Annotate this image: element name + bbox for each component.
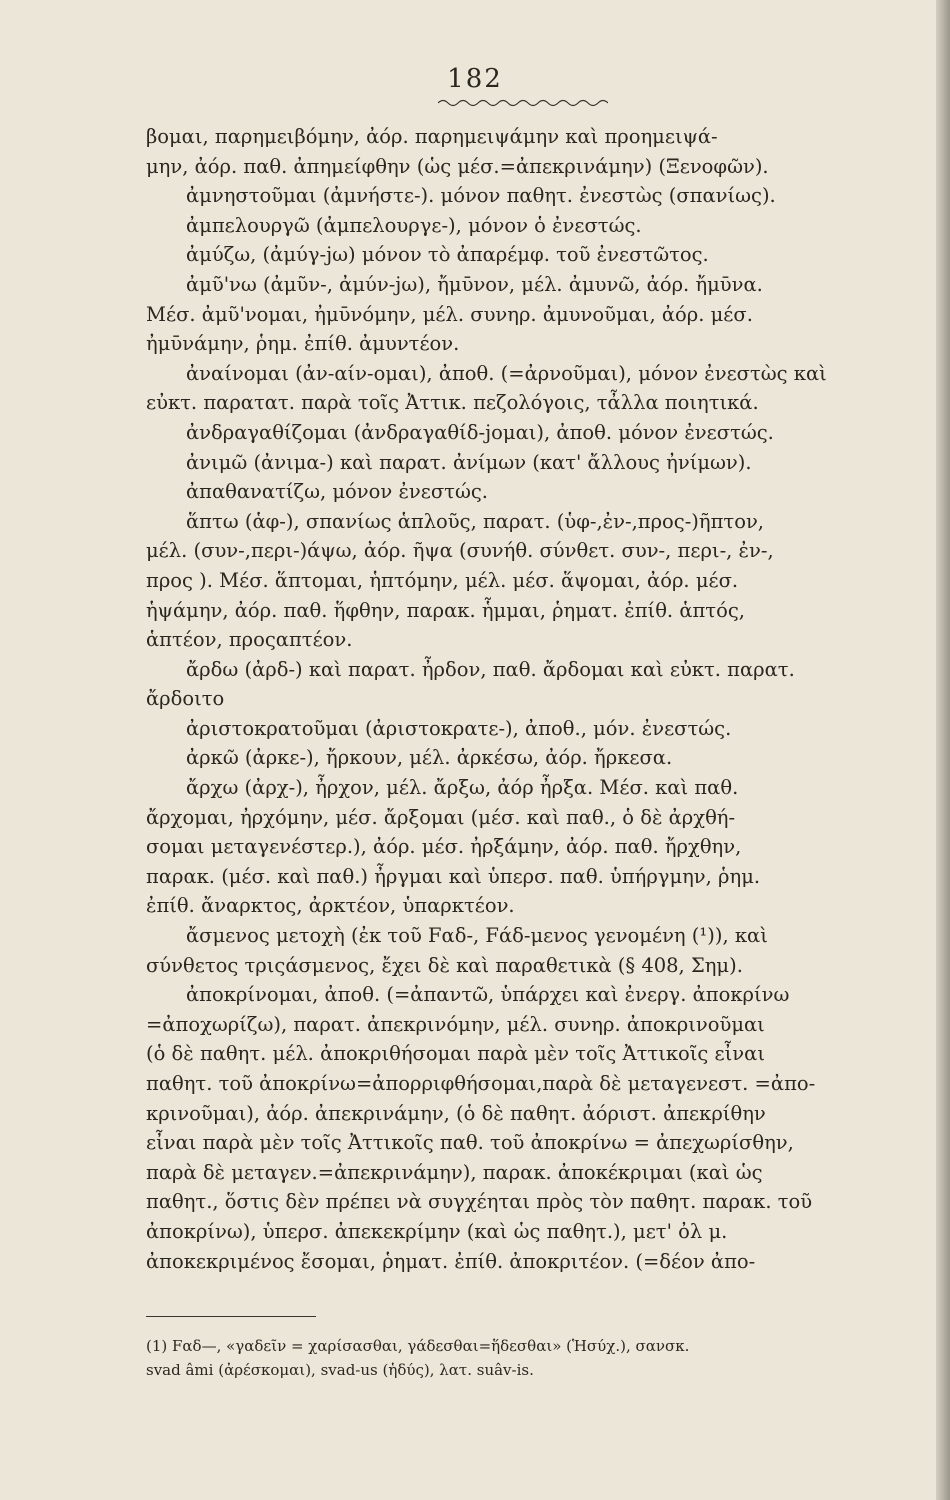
footnote-divider [146, 1316, 316, 1317]
footnote-line: (1) Fαδ—, «γαδεῖν = χαρίσασθαι, γάδεσθαι=ἥδεσθαι» (Ἡσύχ.), σανσκ. [146, 1337, 690, 1356]
text-line: ἄσμενος μετοχὴ (ἐκ τοῦ Fαδ-, Fάδ-μενος γενομένη (¹)), καὶ [186, 924, 768, 948]
text-line: ἡψάμην, ἀόρ. παθ. ἥφθην, παρακ. ἧμμαι, ῥηματ. ἐπίθ. ἁπτός, [146, 598, 745, 622]
text-line: παθητ., ὅστις δὲν πρέπει νὰ συγχέηται πρὸς τὸν παθητ. παρακ. τοῦ [146, 1190, 813, 1214]
text-line: ἁπτέον, προςαπτέον. [146, 628, 353, 652]
text-line: ἀπαθανατίζω, μόνον ἐνεστώς. [186, 480, 488, 504]
text-line: προς ). Μέσ. ἅπτομαι, ἡπτόμην, μέλ. μέσ. ἅψομαι, ἀόρ. μέσ. [146, 568, 739, 592]
text-line: ἀμῦ'νω (ἀμῦν-, ἀμύν-jω), ἤμῡνον, μέλ. ἀμυνῶ, ἀόρ. ἤμῡνα. [186, 272, 763, 296]
text-line: ἀναίνομαι (ἀν-αίν-ομαι), ἀποθ. (=ἀρνοῦμαι), μόνον ἐνεστὼς καὶ [186, 361, 827, 385]
page-number: 182 [447, 64, 503, 94]
text-line: ἄρχομαι, ἠρχόμην, μέσ. ἄρξομαι (μέσ. καὶ παθ., ὁ δὲ ἀρχθή- [146, 805, 736, 829]
text-line: μέλ. (συν-,περι-)άψω, ἀόρ. ῆψα (συνήθ. σύνθετ. συν-, περι-, ἐν-, [146, 539, 774, 563]
text-line: ἄρδω (ἀρδ-) καὶ παρατ. ἦρδον, παθ. ἄρδομαι καὶ εὐκτ. παρατ. [186, 657, 795, 681]
body-text [146, 122, 884, 1276]
text-line: ἠμῡνάμην, ῥημ. ἐπίθ. ἀμυντέον. [146, 332, 460, 356]
text-line: βομαι, παρημειβόμην, ἀόρ. παρημειψάμην καὶ προημειψά- [146, 125, 718, 148]
text-line: ἀμνηστοῦμαι (ἀμνήστε-). μόνον παθητ. ἐνεστὼς (σπανίως). [186, 184, 776, 208]
text-line: σομαι μεταγενέστερ.), ἀόρ. μέσ. ἠρξάμην, ἀόρ. παθ. ἤρχθην, [146, 835, 742, 859]
text-line: ἀνιμῶ (ἀνιμα-) καὶ παρατ. ἀνίμων (κατ' ἄλλους ἠνίμων). [186, 450, 752, 474]
page-edge-shadow [936, 0, 950, 1500]
text-line: =ἀποχωρίζω), παρατ. ἀπεκρινόμην, μέλ. συνηρ. ἀποκρινοῦμαι [146, 1012, 765, 1036]
text-line: ἀποκρίνομαι, ἀποθ. (=ἀπαντῶ, ὑπάρχει καὶ ἐνεργ. ἀποκρίνω [186, 983, 790, 1007]
text-line: ἐπίθ. ἄναρκτος, ἀρκτέον, ὑπαρκτέον. [146, 894, 515, 918]
text-line: ἄρδοιτο [146, 687, 225, 711]
footnote-line: svad âmi (ἀρέσκομαι), svad-us (ἡδύς), λατ. suâv-is. [146, 1361, 534, 1380]
text-line: ἀριστοκρατοῦμαι (ἀριστοκρατε-), ἀποθ., μόν. ἐνεστώς. [186, 716, 732, 740]
text-line: ἀποκεκριμένος ἔσομαι, ῥηματ. ἐπίθ. ἀποκριτέον. (=δέον ἀπο- [146, 1249, 756, 1273]
text-line: κρινοῦμαι), ἀόρ. ἀπεκρινάμην, (ὁ δὲ παθητ. ἀόριστ. ἀπεκρίθην [146, 1101, 766, 1125]
text-line: ἀποκρίνω), ὑπερσ. ἀπεκεκρίμην (καὶ ὡς παθητ.), μετ' ὀλ μ. [146, 1219, 728, 1243]
text-line: ἀνδραγαθίζομαι (ἀνδραγαθίδ-jομαι), ἀποθ. μόνον ἐνεστώς. [186, 420, 774, 444]
text-line: παρὰ δὲ μεταγεν.=ἀπεκρινάμην), παρακ. ἀποκέκριμαι (καὶ ὡς [146, 1160, 763, 1184]
text-line: μην, ἀόρ. παθ. ἀπημείφθην (ὡς μέσ.=ἀπεκρινάμην) (Ξενοφῶν). [146, 154, 769, 178]
text-line: (ὁ δὲ παθητ. μέλ. ἀποκριθήσομαι παρὰ μὲν τοῖς Ἀττικοῖς εἶναι [146, 1042, 765, 1066]
text-line: εἶναι παρὰ μὲν τοῖς Ἀττικοῖς παθ. τοῦ ἀποκρίνω = ἀπεχωρίσθην, [146, 1131, 794, 1155]
text-line: παθητ. τοῦ ἀποκρίνω=ἀπορριφθήσομαι,παρὰ δὲ μεταγενεστ. =ἀπο- [146, 1072, 816, 1095]
text-line: ἅπτω (ἁφ-), σπανίως ἁπλοῦς, παρατ. (ὑφ-,ἐν-,προς-)ῆπτον, [186, 509, 764, 533]
text-line: ἀμύζω, (ἀμύγ-jω) μόνον τὸ ἀπαρέμφ. τοῦ ἐνεστῶτος. [186, 243, 709, 267]
text-line: εὐκτ. παρατατ. παρὰ τοῖς Ἀττικ. πεζολόγοις, τἆλλα ποιητικά. [146, 391, 759, 415]
text-line: παρακ. (μέσ. καὶ παθ.) ἦργμαι καὶ ὑπερσ. παθ. ὑπήργμην, ῥημ. [146, 864, 761, 888]
text-line: σύνθετος τριςάσμενος, ἔχει δὲ καὶ παραθετικὰ (§ 408, Σημ). [146, 953, 743, 977]
text-line: Μέσ. ἀμῦ'νομαι, ἠμῡνόμην, μέλ. συνηρ. ἀμυνοῦμαι, ἀόρ. μέσ. [146, 302, 753, 326]
text-line: ἀρκῶ (ἀρκε-), ἤρκουν, μέλ. ἀρκέσω, ἀόρ. ἤρκεσα. [186, 746, 673, 770]
wavy-rule-ornament [438, 98, 608, 108]
text-line: ἄρχω (ἀρχ-), ἦρχον, μέλ. ἄρξω, ἀόρ ἦρξα. Μέσ. καὶ παθ. [186, 776, 739, 800]
footnotes [146, 1334, 886, 1382]
text-line: ἀμπελουργῶ (ἀμπελουργε-), μόνον ὁ ἐνεστώς. [186, 213, 642, 237]
